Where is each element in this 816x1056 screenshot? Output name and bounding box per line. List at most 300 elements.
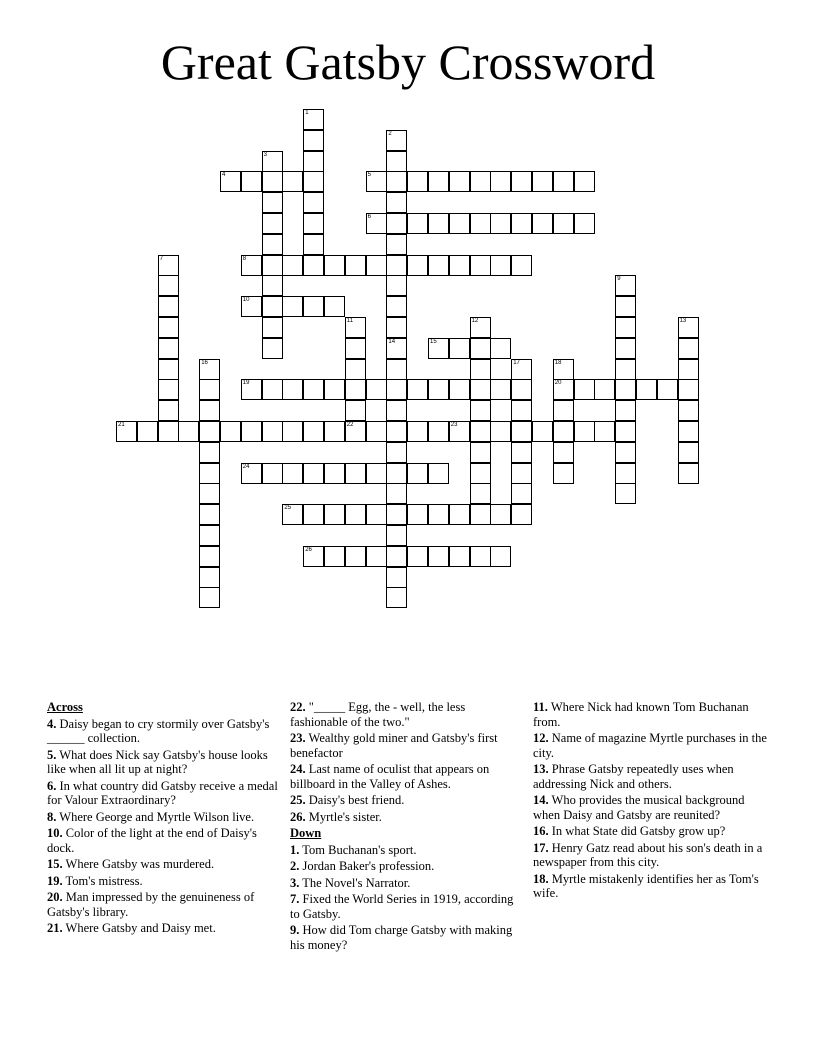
grid-cell[interactable] xyxy=(324,546,345,567)
clue-number: 23 xyxy=(450,422,458,428)
across-clue xyxy=(47,717,282,746)
grid-cell[interactable] xyxy=(366,421,387,442)
clue-number: 8. xyxy=(47,809,57,824)
grid-cell[interactable] xyxy=(262,317,283,338)
clue-number: 15. xyxy=(47,857,63,871)
grid-cell[interactable] xyxy=(553,421,574,442)
clue-text: Tom's mistress. xyxy=(65,873,143,888)
clue-number: 19. xyxy=(47,873,63,888)
grid-cell[interactable] xyxy=(428,463,449,484)
grid-cell[interactable] xyxy=(386,275,407,296)
grid-cell[interactable] xyxy=(615,379,636,400)
grid-cell[interactable] xyxy=(345,379,366,400)
clue-number: 7. xyxy=(290,892,300,906)
clue-number: 3. xyxy=(290,875,300,890)
grid-cell[interactable] xyxy=(137,421,158,442)
clue-column-1 xyxy=(47,700,282,938)
clue-number: 16 xyxy=(201,359,208,366)
clue-number: 4 xyxy=(222,172,226,179)
grid-cell[interactable] xyxy=(158,255,179,276)
clue-number: 22 xyxy=(346,422,354,428)
across-clue xyxy=(290,793,520,808)
grid-cell[interactable] xyxy=(345,546,366,567)
grid-cell[interactable] xyxy=(470,338,491,359)
grid-cell[interactable] xyxy=(366,379,387,400)
grid-cell[interactable] xyxy=(282,255,303,276)
grid-cell[interactable] xyxy=(470,463,491,484)
grid-cell[interactable] xyxy=(158,359,179,380)
grid-cell[interactable] xyxy=(262,171,283,192)
grid-cell[interactable] xyxy=(407,171,428,192)
grid-cell[interactable] xyxy=(428,338,449,359)
clue-text: Name of magazine Myrtle purchases in the city. xyxy=(533,731,767,760)
clue-number: 11 xyxy=(346,318,354,324)
grid-cell[interactable] xyxy=(303,213,324,234)
clue-text: In what country did Gatsby receive a medal for Valour Extraordinary? xyxy=(47,778,278,807)
grid-cell[interactable] xyxy=(199,421,220,442)
down-clue xyxy=(290,859,520,874)
grid-cell[interactable] xyxy=(199,463,220,484)
grid-cell[interactable] xyxy=(158,275,179,296)
across-clue xyxy=(47,748,282,777)
grid-cell[interactable] xyxy=(678,317,699,338)
grid-cell[interactable] xyxy=(241,463,262,484)
clue-number: 1. xyxy=(290,842,300,857)
grid-cell[interactable] xyxy=(303,421,324,442)
grid-cell[interactable] xyxy=(470,255,491,276)
grid-cell[interactable] xyxy=(511,213,532,234)
grid-cell[interactable] xyxy=(407,255,428,276)
grid-cell[interactable] xyxy=(470,171,491,192)
grid-cell[interactable] xyxy=(428,213,449,234)
grid-cell[interactable] xyxy=(511,421,532,442)
grid-cell[interactable] xyxy=(345,317,366,338)
grid-cell[interactable] xyxy=(615,338,636,359)
clue-number: 23. xyxy=(290,731,306,745)
grid-cell[interactable] xyxy=(511,463,532,484)
grid-cell[interactable] xyxy=(262,213,283,234)
grid-cell[interactable] xyxy=(199,504,220,525)
grid-cell[interactable] xyxy=(324,504,345,525)
clue-number: 9 xyxy=(617,276,621,283)
down-clue xyxy=(533,793,768,822)
grid-cell[interactable] xyxy=(303,151,324,172)
grid-cell[interactable] xyxy=(158,379,179,400)
grid-cell[interactable] xyxy=(532,213,553,234)
grid-cell[interactable] xyxy=(262,192,283,213)
grid-cell[interactable] xyxy=(303,192,324,213)
grid-cell[interactable] xyxy=(386,130,407,151)
grid-cell[interactable] xyxy=(553,442,574,463)
grid-cell[interactable] xyxy=(262,234,283,255)
grid-cell[interactable] xyxy=(615,421,636,442)
grid-cell[interactable] xyxy=(386,234,407,255)
grid-cell[interactable] xyxy=(199,400,220,421)
grid-cell[interactable] xyxy=(553,171,574,192)
grid-cell[interactable] xyxy=(386,359,407,380)
clue-text: Where Gatsby and Daisy met. xyxy=(65,921,216,935)
grid-cell[interactable] xyxy=(303,234,324,255)
clue-number: 26 xyxy=(305,546,312,553)
clue-number: 7 xyxy=(159,255,163,262)
across-clue xyxy=(47,810,282,825)
grid-cell[interactable] xyxy=(158,338,179,359)
grid-cell[interactable] xyxy=(262,255,283,276)
grid-cell[interactable] xyxy=(428,379,449,400)
grid-cell[interactable] xyxy=(386,400,407,421)
grid-cell[interactable] xyxy=(345,463,366,484)
clue-number: 2. xyxy=(290,859,300,873)
grid-cell[interactable] xyxy=(199,379,220,400)
grid-cell[interactable] xyxy=(345,338,366,359)
clue-number: 21. xyxy=(47,921,63,935)
grid-cell[interactable] xyxy=(199,546,220,567)
grid-cell[interactable] xyxy=(490,504,511,525)
clue-number: 3 xyxy=(263,151,267,158)
clue-number: 1 xyxy=(305,110,309,116)
clue-text: Color of the light at the end of Daisy's dock. xyxy=(47,826,257,855)
grid-cell[interactable] xyxy=(262,296,283,317)
grid-cell[interactable] xyxy=(678,359,699,380)
grid-cell[interactable] xyxy=(449,213,470,234)
grid-cell[interactable] xyxy=(324,296,345,317)
grid-cell[interactable] xyxy=(428,171,449,192)
grid-cell[interactable] xyxy=(470,546,491,567)
grid-cell[interactable] xyxy=(303,255,324,276)
grid-cell[interactable] xyxy=(303,379,324,400)
grid-cell[interactable] xyxy=(303,296,324,317)
across-clue xyxy=(47,921,282,936)
grid-cell[interactable] xyxy=(615,296,636,317)
grid-cell[interactable] xyxy=(282,296,303,317)
clue-number: 21 xyxy=(118,422,125,428)
clue-number: 14. xyxy=(533,793,549,807)
grid-cell[interactable] xyxy=(678,338,699,359)
grid-cell[interactable] xyxy=(366,171,387,192)
grid-cell[interactable] xyxy=(615,442,636,463)
grid-cell[interactable] xyxy=(303,130,324,151)
grid-cell[interactable] xyxy=(158,296,179,317)
grid-cell[interactable] xyxy=(303,546,324,567)
grid-cell[interactable] xyxy=(594,421,615,442)
clue-number: 19 xyxy=(242,380,250,387)
clue-number: 12. xyxy=(533,731,549,745)
grid-cell[interactable] xyxy=(303,109,324,130)
grid-cell[interactable] xyxy=(407,379,428,400)
grid-cell[interactable] xyxy=(615,463,636,484)
grid-cell[interactable] xyxy=(407,213,428,234)
grid-cell[interactable] xyxy=(282,504,303,525)
grid-cell[interactable] xyxy=(511,483,532,504)
grid-cell[interactable] xyxy=(303,463,324,484)
grid-cell[interactable] xyxy=(470,483,491,504)
grid-cell[interactable] xyxy=(490,379,511,400)
grid-cell[interactable] xyxy=(449,421,470,442)
down-clue xyxy=(533,762,768,791)
clue-text: "_____ Egg, the - well, the less fashionable of the two." xyxy=(290,700,466,729)
grid-cell[interactable] xyxy=(470,421,491,442)
clue-text: Myrtle's sister. xyxy=(308,809,382,824)
grid-cell[interactable] xyxy=(386,317,407,338)
grid-cell[interactable] xyxy=(553,463,574,484)
grid-cell[interactable] xyxy=(553,379,574,400)
across-clue xyxy=(47,857,282,872)
clue-number: 22. xyxy=(290,700,306,714)
grid-cell[interactable] xyxy=(428,504,449,525)
grid-cell[interactable] xyxy=(470,504,491,525)
clue-number: 2 xyxy=(388,130,392,137)
grid-cell[interactable] xyxy=(282,421,303,442)
down-clue xyxy=(533,824,768,839)
grid-cell[interactable] xyxy=(449,546,470,567)
grid-cell[interactable] xyxy=(511,400,532,421)
grid-cell[interactable] xyxy=(490,255,511,276)
grid-cell[interactable] xyxy=(366,213,387,234)
clue-number: 17. xyxy=(533,840,549,855)
grid-cell[interactable] xyxy=(386,567,407,588)
clue-column-3 xyxy=(533,700,768,903)
grid-cell[interactable] xyxy=(241,171,262,192)
clue-number: 5 xyxy=(367,172,371,179)
clue-text: In what State did Gatsby grow up? xyxy=(551,824,726,838)
grid-cell[interactable] xyxy=(386,213,407,234)
grid-cell[interactable] xyxy=(199,587,220,608)
grid-cell[interactable] xyxy=(511,442,532,463)
grid-cell[interactable] xyxy=(449,255,470,276)
grid-cell[interactable] xyxy=(345,400,366,421)
grid-cell[interactable] xyxy=(241,296,262,317)
grid-cell[interactable] xyxy=(511,504,532,525)
grid-cell[interactable] xyxy=(449,504,470,525)
clue-column-2 xyxy=(290,700,520,954)
clue-number: 25. xyxy=(290,793,306,807)
grid-cell[interactable] xyxy=(386,192,407,213)
grid-cell[interactable] xyxy=(345,255,366,276)
grid-cell[interactable] xyxy=(470,379,491,400)
grid-cell[interactable] xyxy=(615,317,636,338)
grid-cell[interactable] xyxy=(386,151,407,172)
grid-cell[interactable] xyxy=(199,525,220,546)
grid-cell[interactable] xyxy=(490,338,511,359)
grid-cell[interactable] xyxy=(449,338,470,359)
grid-cell[interactable] xyxy=(594,379,615,400)
clue-text: Jordan Baker's profession. xyxy=(302,859,435,873)
grid-cell[interactable] xyxy=(386,296,407,317)
grid-cell[interactable] xyxy=(220,171,241,192)
grid-cell[interactable] xyxy=(511,171,532,192)
grid-cell[interactable] xyxy=(366,504,387,525)
grid-cell[interactable] xyxy=(470,317,491,338)
clue-text: The Novel's Narrator. xyxy=(302,875,411,890)
grid-cell[interactable] xyxy=(366,255,387,276)
grid-cell[interactable] xyxy=(386,338,407,359)
down-clue xyxy=(533,700,768,729)
clue-text: Daisy began to cry stormily over Gatsby's ______ collection. xyxy=(47,716,270,745)
clue-text: Where George and Myrtle Wilson live. xyxy=(59,809,255,824)
grid-cell[interactable] xyxy=(428,546,449,567)
grid-cell[interactable] xyxy=(407,463,428,484)
clue-number: 15 xyxy=(430,338,437,345)
grid-cell[interactable] xyxy=(678,463,699,484)
grid-cell[interactable] xyxy=(303,504,324,525)
grid-cell[interactable] xyxy=(262,151,283,172)
clue-number: 6 xyxy=(367,214,371,220)
grid-cell[interactable] xyxy=(199,483,220,504)
grid-cell[interactable] xyxy=(158,317,179,338)
grid-cell[interactable] xyxy=(241,421,262,442)
grid-cell[interactable] xyxy=(386,525,407,546)
grid-cell[interactable] xyxy=(386,463,407,484)
grid-cell[interactable] xyxy=(470,359,491,380)
grid-cell[interactable] xyxy=(324,379,345,400)
grid-cell[interactable] xyxy=(116,421,137,442)
grid-cell[interactable] xyxy=(678,400,699,421)
clue-text: What does Nick say Gatsby's house looks like when all lit up at night? xyxy=(47,747,268,776)
grid-cell[interactable] xyxy=(657,379,678,400)
grid-cell[interactable] xyxy=(574,421,595,442)
grid-cell[interactable] xyxy=(282,171,303,192)
grid-cell[interactable] xyxy=(511,255,532,276)
grid-cell[interactable] xyxy=(366,463,387,484)
clue-number: 24. xyxy=(290,762,306,776)
grid-cell[interactable] xyxy=(178,421,199,442)
down-clue xyxy=(290,876,520,891)
grid-cell[interactable] xyxy=(220,421,241,442)
grid-cell[interactable] xyxy=(386,255,407,276)
clue-number: 14 xyxy=(388,338,396,345)
grid-cell[interactable] xyxy=(449,379,470,400)
grid-cell[interactable] xyxy=(470,442,491,463)
clue-text: Who provides the musical background when Daisy and Gatsby are reunited? xyxy=(533,793,745,822)
grid-cell[interactable] xyxy=(678,442,699,463)
across-heading: Across xyxy=(47,700,83,714)
grid-cell[interactable] xyxy=(490,171,511,192)
grid-cell[interactable] xyxy=(553,213,574,234)
across-clue xyxy=(47,826,282,855)
clue-text: Where Gatsby was murdered. xyxy=(65,857,215,871)
down-clue xyxy=(533,841,768,870)
clue-text: Man impressed by the genuineness of Gatsby's library. xyxy=(47,890,255,919)
clue-number: 9. xyxy=(290,923,300,937)
grid-cell[interactable] xyxy=(199,359,220,380)
grid-cell[interactable] xyxy=(345,421,366,442)
grid-cell[interactable] xyxy=(490,213,511,234)
grid-cell[interactable] xyxy=(303,171,324,192)
clue-number: 12 xyxy=(471,318,479,324)
grid-cell[interactable] xyxy=(324,421,345,442)
grid-cell[interactable] xyxy=(470,213,491,234)
grid-cell[interactable] xyxy=(262,421,283,442)
down-clue xyxy=(290,892,520,921)
grid-cell[interactable] xyxy=(470,400,491,421)
clue-number: 18. xyxy=(533,871,549,886)
grid-cell[interactable] xyxy=(324,255,345,276)
grid-cell[interactable] xyxy=(490,421,511,442)
down-clue xyxy=(290,923,520,952)
grid-cell[interactable] xyxy=(636,379,657,400)
grid-cell[interactable] xyxy=(158,421,179,442)
grid-cell[interactable] xyxy=(345,504,366,525)
grid-cell[interactable] xyxy=(532,421,553,442)
grid-cell[interactable] xyxy=(428,255,449,276)
grid-cell[interactable] xyxy=(282,463,303,484)
grid-cell[interactable] xyxy=(386,171,407,192)
grid-cell[interactable] xyxy=(574,171,595,192)
across-clue xyxy=(47,779,282,808)
clue-text: Henry Gatz read about his son's death in a newspaper from this city. xyxy=(533,840,763,869)
grid-cell[interactable] xyxy=(366,546,387,567)
grid-cell[interactable] xyxy=(553,359,574,380)
grid-cell[interactable] xyxy=(241,255,262,276)
grid-cell[interactable] xyxy=(511,359,532,380)
grid-cell[interactable] xyxy=(511,379,532,400)
clue-text: Myrtle mistakenly identifies her as Tom's wife. xyxy=(533,871,759,900)
clue-text: Fixed the World Series in 1919, according to Gatsby. xyxy=(290,892,514,921)
grid-cell[interactable] xyxy=(532,171,553,192)
grid-cell[interactable] xyxy=(678,421,699,442)
clue-number: 11. xyxy=(533,700,548,714)
clue-number: 4. xyxy=(47,716,57,731)
grid-cell[interactable] xyxy=(386,483,407,504)
clue-number: 18 xyxy=(554,359,562,366)
grid-cell[interactable] xyxy=(574,213,595,234)
grid-cell[interactable] xyxy=(490,546,511,567)
clue-text: Where Nick had known Tom Buchanan from. xyxy=(533,700,749,729)
clue-text: How did Tom charge Gatsby with making his money? xyxy=(290,923,513,952)
grid-cell[interactable] xyxy=(386,504,407,525)
grid-cell[interactable] xyxy=(407,504,428,525)
grid-cell[interactable] xyxy=(262,379,283,400)
grid-cell[interactable] xyxy=(158,400,179,421)
grid-cell[interactable] xyxy=(324,463,345,484)
clue-number: 20 xyxy=(554,380,562,387)
grid-cell[interactable] xyxy=(615,400,636,421)
clue-text: Tom Buchanan's sport. xyxy=(302,842,417,857)
grid-cell[interactable] xyxy=(282,379,303,400)
grid-cell[interactable] xyxy=(386,421,407,442)
clue-number: 26. xyxy=(290,809,306,824)
grid-cell[interactable] xyxy=(345,359,366,380)
grid-cell[interactable] xyxy=(449,171,470,192)
grid-cell[interactable] xyxy=(262,338,283,359)
clue-number: 25 xyxy=(284,505,292,512)
clue-number: 13 xyxy=(679,318,687,324)
grid-cell[interactable] xyxy=(615,359,636,380)
grid-cell[interactable] xyxy=(262,275,283,296)
across-clue xyxy=(290,762,520,791)
grid-cell[interactable] xyxy=(615,275,636,296)
grid-cell[interactable] xyxy=(199,567,220,588)
grid-cell[interactable] xyxy=(386,442,407,463)
grid-cell[interactable] xyxy=(386,379,407,400)
clue-number: 8 xyxy=(242,255,247,262)
clue-text: Daisy's best friend. xyxy=(308,793,405,807)
grid-cell[interactable] xyxy=(678,379,699,400)
grid-cell[interactable] xyxy=(199,442,220,463)
grid-cell[interactable] xyxy=(241,379,262,400)
grid-cell[interactable] xyxy=(386,546,407,567)
grid-cell[interactable] xyxy=(553,400,574,421)
clue-number: 24 xyxy=(242,463,250,470)
grid-cell[interactable] xyxy=(386,587,407,608)
grid-cell[interactable] xyxy=(615,483,636,504)
grid-cell[interactable] xyxy=(428,421,449,442)
grid-cell[interactable] xyxy=(407,421,428,442)
clue-number: 10 xyxy=(242,297,250,304)
grid-cell[interactable] xyxy=(574,379,595,400)
grid-cell[interactable] xyxy=(407,546,428,567)
grid-cell[interactable] xyxy=(262,463,283,484)
